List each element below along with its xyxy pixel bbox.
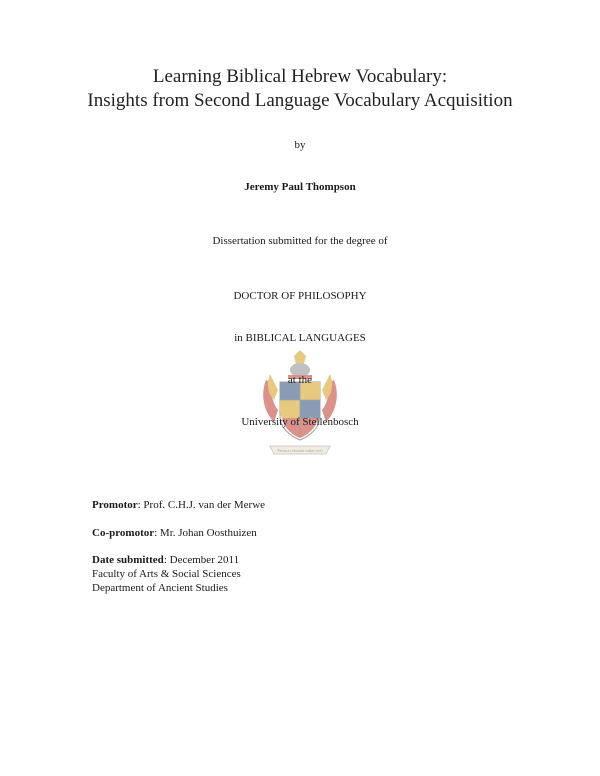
submission-details (92, 553, 241, 595)
promotor-value: : Prof. C.H.J. van der Merwe (137, 499, 266, 511)
university-crest-icon (260, 350, 340, 462)
copromotor-label: Co-promotor (92, 527, 155, 539)
at-the-label: at the (287, 374, 313, 386)
submission-statement: Dissertation submitted for the degree of (212, 235, 388, 247)
promotor-line (92, 498, 265, 512)
thesis-title-line-1: Learning Biblical Hebrew Vocabulary: (152, 66, 448, 87)
date-submitted-line (92, 553, 241, 567)
copromotor-line (92, 526, 257, 540)
faculty-name: Faculty of Arts & Social Sciences (92, 568, 241, 580)
university-name: University of Stellenbosch (241, 416, 359, 428)
promotor-label: Promotor (92, 499, 138, 511)
degree-name: DOCTOR OF PHILOSOPHY (233, 290, 367, 302)
date-submitted-value: : December 2011 (163, 554, 240, 566)
crest-motto: Pectora roborant cultus recti (277, 448, 323, 453)
thesis-title-line-2: Insights from Second Language Vocabulary Acquisition (87, 90, 513, 111)
date-submitted-label: Date submitted (92, 554, 164, 566)
department-name: Department of Ancient Studies (92, 582, 228, 594)
discipline-name: in BIBLICAL LANGUAGES (234, 332, 366, 344)
copromotor-value: : Mr. Johan Oosthuizen (154, 527, 257, 539)
author-name: Jeremy Paul Thompson (244, 181, 356, 193)
by-label: by (294, 139, 306, 151)
